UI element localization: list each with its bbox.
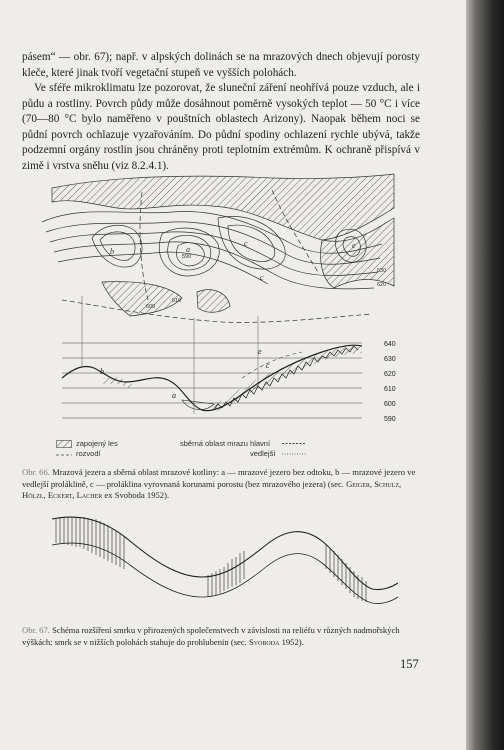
map-contour-label: 600 [146, 304, 156, 310]
divide-swatch [56, 452, 72, 458]
body-text [22, 50, 420, 174]
map-contour-label: 590 [182, 254, 192, 260]
scale-label: 620 [384, 371, 396, 378]
page-number: 157 [400, 657, 419, 671]
map-contour-label: 630 [377, 268, 387, 274]
caption-tail: ex Svoboda 1952). [102, 490, 170, 501]
forest-zone-top [52, 174, 394, 240]
caption-number: Obr. 67. [22, 625, 50, 635]
paragraph-1: pásem“ — obr. 67); např. v alpských dolinách se na mrazových dnech objevují porosty kleče, které jinak tvoří vegetační stupeň ve vyšších polohách. [22, 51, 420, 79]
forest-zone-middle [197, 290, 230, 313]
profile-letter: c [266, 361, 270, 370]
map-letter: c [244, 239, 248, 248]
book-binding-shadow [466, 0, 504, 750]
legend-divide: rozvodí [76, 449, 101, 458]
map-letter: a [186, 245, 190, 254]
scale-label: 600 [384, 401, 396, 408]
main-area-swatch [282, 441, 306, 446]
figure-66-legend [56, 439, 356, 467]
contour-map [42, 174, 394, 322]
legend-side-area: vedlejší [250, 449, 276, 458]
caption-author: Svoboda [248, 636, 280, 647]
profile-letter: e [258, 347, 262, 356]
map-contour-label: 620 [377, 282, 387, 288]
scale-label: 630 [384, 356, 396, 363]
figure-67-spruce-relief [22, 505, 422, 615]
profile-scale [384, 341, 396, 423]
profile-letter: a [172, 391, 176, 400]
legend-main-area: sběrná oblast mrazu hlavní [180, 439, 271, 448]
caption-tail: 1952). [279, 636, 304, 647]
caption-number: Obr. 66. [22, 467, 50, 477]
legend-forest: zapojený les [76, 439, 118, 448]
caption-text: Schéma rozšíření smrku v přirozených společenstvech v závislosti na reliéfu v různých nadmořských výškách: smrk se v nižších polohách stahuje do prohlubenin (sec. [22, 625, 400, 647]
scale-label: 610 [384, 386, 396, 393]
scale-label: 640 [384, 341, 396, 348]
figure-67-caption [22, 625, 422, 648]
forest-zone-left [102, 282, 182, 316]
scale-label: 590 [384, 416, 396, 423]
side-area-swatch [282, 452, 306, 456]
figure-66-frost-basin [22, 168, 422, 440]
map-letter: b [110, 247, 114, 256]
map-letter: e [352, 241, 356, 250]
spruce-marks [56, 517, 366, 602]
paragraph-2: Ve sféře mikroklimatu lze pozorovat, že sluneční záření neohřívá pouze vzduch, ale i půdu a rostliny. Povrch půdy může dosáhnout poměrně vysokých teplot — 50 °C i více (70—80 °C bylo naměřeno v pouštních oblastech Arizony). Naopak během noci se půdní povrch ochlazuje vyzařováním. Do půdní spodiny ochlazení rychle ubývá, takže podzemní orgány rostlin jsou chráněny proti teplotním extrémům. K ochraně přispívá v zimě i vrstva sněhu (viz 8.2.4.1). [22, 82, 420, 172]
caption-author: Geiger, Schulz, Hölzl, Eckert, Lacher [22, 478, 402, 501]
map-letter: c [260, 273, 264, 282]
forest-hatch-swatch [56, 440, 72, 448]
figure-66-caption [22, 467, 422, 502]
map-contour-label: 610 [172, 298, 182, 304]
profile-letter: b [100, 367, 104, 376]
caption-text: Mrazová jezera a sběrná oblast mrazové kotliny: a — mrazové jezero bez odtoku, b — mrazové jezero ve vedlejší proláklině, c — proláklina vyrovnaná korunami porostu (bez mrazového jezera) (sec. [22, 467, 416, 489]
contour-line [58, 252, 268, 284]
